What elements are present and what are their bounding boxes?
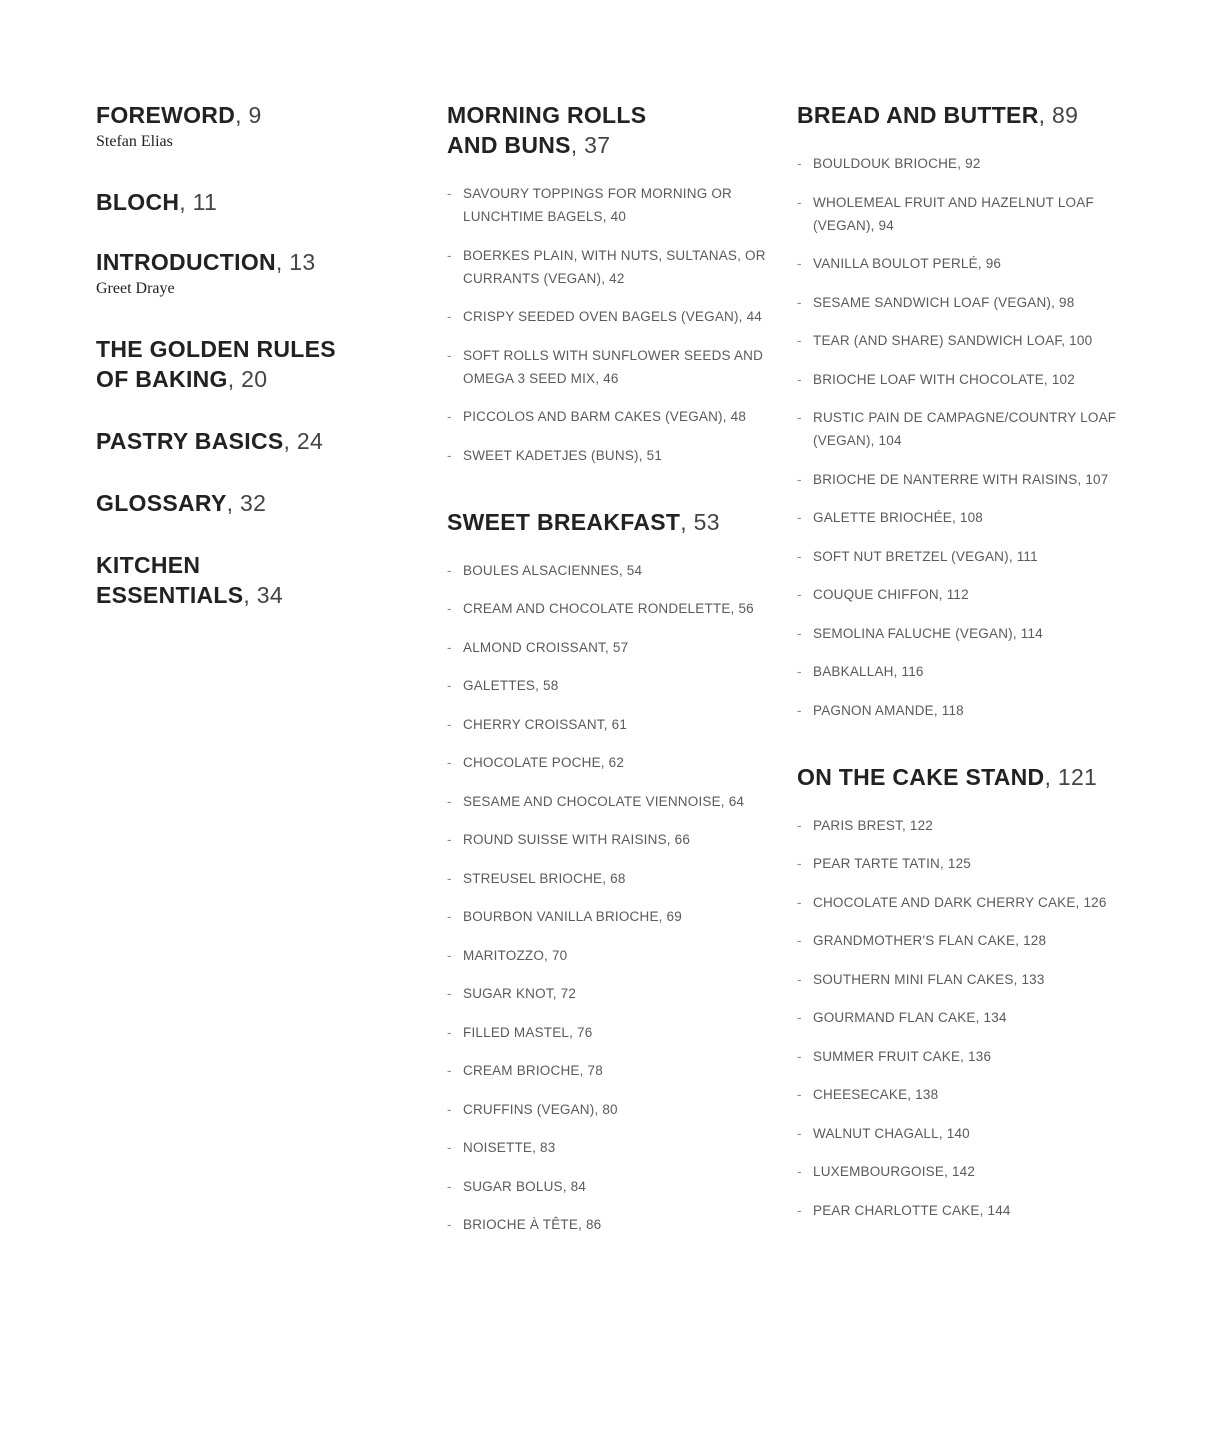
recipe-item: - NOISETTE, 83 (447, 1136, 777, 1159)
heading-title: FOREWORD (96, 102, 236, 128)
section-heading (96, 247, 416, 277)
toc-column-bread-cake (797, 100, 1127, 1237)
recipe-item: - BOULDOUK BRIOCHE, 92 (797, 152, 1127, 175)
heading-page: , 32 (226, 490, 267, 516)
section-heading (96, 550, 416, 610)
heading-title: BREAD AND BUTTER (797, 102, 1039, 128)
recipe-item: - CRUFFINS (VEGAN), 80 (447, 1098, 777, 1121)
heading-title: ON THE CAKE STAND (797, 763, 1045, 790)
author-name: Stefan Elias (96, 133, 173, 150)
toc-entry-golden-rules (96, 334, 416, 394)
recipe-item: - RUSTIC PAIN DE CAMPAGNE/COUNTRY LOAF (VEGAN), 104 (797, 406, 1127, 452)
recipe-item: - VANILLA BOULOT PERLÉ, 96 (797, 252, 1127, 275)
recipe-item: - BRIOCHE À TÊTE, 86 (447, 1213, 777, 1236)
toc-column-front-matter (96, 100, 416, 610)
heading-title-line1: THE GOLDEN RULES (96, 336, 336, 362)
recipe-item: - CHOCOLATE AND DARK CHERRY CAKE, 126 (797, 891, 1127, 914)
toc-entry-introduction (96, 247, 416, 300)
recipe-item: - BOERKES PLAIN, WITH NUTS, SULTANAS, OR CURRANTS (VEGAN), 42 (447, 244, 777, 290)
recipe-item: - GOURMAND FLAN CAKE, 134 (797, 1006, 1127, 1029)
recipe-item: - CREAM BRIOCHE, 78 (447, 1059, 777, 1082)
recipe-item: - MARITOZZO, 70 (447, 944, 777, 967)
recipe-item: - SOUTHERN MINI FLAN CAKES, 133 (797, 968, 1127, 991)
heading-page: , 11 (179, 189, 218, 215)
recipe-item: - SUMMER FRUIT CAKE, 136 (797, 1045, 1127, 1068)
recipe-list-sweet-breakfast (447, 559, 777, 1237)
heading-page: , 34 (243, 582, 283, 608)
recipe-item: - SESAME AND CHOCOLATE VIENNOISE, 64 (447, 790, 777, 813)
recipe-item: - PEAR TARTE TATIN, 125 (797, 852, 1127, 875)
recipe-item: - GALETTES, 58 (447, 674, 777, 697)
recipe-item: - CHOCOLATE POCHE, 62 (447, 751, 777, 774)
recipe-list-bread-butter (797, 152, 1127, 722)
section-heading (96, 426, 416, 456)
recipe-item: - TEAR (AND SHARE) SANDWICH LOAF, 100 (797, 329, 1127, 352)
toc-entry-glossary (96, 488, 416, 518)
heading-title-line1: MORNING ROLLS (447, 102, 647, 128)
toc-column-rolls-breakfast (447, 100, 777, 1252)
recipe-list-cake-stand (797, 814, 1127, 1222)
heading-title: BLOCH (96, 189, 180, 215)
heading-title-line2: ESSENTIALS (96, 582, 244, 608)
heading-title-line1: KITCHEN (96, 552, 201, 578)
section-heading-morning-rolls (447, 100, 777, 160)
toc-entry-pastry-basics (96, 426, 416, 456)
recipe-item: - PARIS BREST, 122 (797, 814, 1127, 837)
recipe-item: - ALMOND CROISSANT, 57 (447, 636, 777, 659)
section-heading (96, 488, 416, 518)
recipe-item: - CRISPY SEEDED OVEN BAGELS (VEGAN), 44 (447, 305, 777, 328)
recipe-item: - FILLED MASTEL, 76 (447, 1021, 777, 1044)
recipe-item: - SUGAR BOLUS, 84 (447, 1175, 777, 1198)
recipe-item: - COUQUE CHIFFON, 112 (797, 583, 1127, 606)
recipe-item: - ROUND SUISSE WITH RAISINS, 66 (447, 828, 777, 851)
recipe-item: - CHEESECAKE, 138 (797, 1083, 1127, 1106)
recipe-item: - CHERRY CROISSANT, 61 (447, 713, 777, 736)
section-heading (96, 100, 416, 130)
recipe-item: - PEAR CHARLOTTE CAKE, 144 (797, 1199, 1127, 1222)
heading-title: GLOSSARY (96, 490, 227, 516)
recipe-item: - SUGAR KNOT, 72 (447, 982, 777, 1005)
recipe-item: - SAVOURY TOPPINGS FOR MORNING OR LUNCHTIME BAGELS, 40 (447, 182, 777, 228)
toc-entry-foreword (96, 100, 416, 153)
recipe-item: - BRIOCHE DE NANTERRE WITH RAISINS, 107 (797, 468, 1127, 491)
heading-page: , 89 (1038, 102, 1079, 128)
section-heading-sweet-breakfast (447, 507, 777, 537)
recipe-item: - GRANDMOTHER'S FLAN CAKE, 128 (797, 929, 1127, 952)
section-heading-cake-stand (797, 762, 1127, 792)
section-heading (96, 334, 416, 394)
heading-page: , 13 (275, 249, 316, 275)
toc-entry-bloch (96, 187, 416, 217)
heading-page: , 9 (235, 102, 262, 128)
recipe-item: - PICCOLOS AND BARM CAKES (VEGAN), 48 (447, 405, 777, 428)
recipe-item: - GALETTE BRIOCHÉE, 108 (797, 506, 1127, 529)
author-name: Greet Draye (96, 280, 175, 297)
heading-title-line2: OF BAKING (96, 366, 228, 392)
section-heading (96, 187, 416, 217)
recipe-item: - SOFT ROLLS WITH SUNFLOWER SEEDS AND OMEGA 3 SEED MIX, 46 (447, 344, 777, 390)
recipe-list-morning-rolls (447, 182, 777, 467)
heading-title: INTRODUCTION (96, 249, 276, 275)
recipe-item: - SWEET KADETJES (BUNS), 51 (447, 444, 777, 467)
toc-entry-kitchen-essentials (96, 550, 416, 610)
recipe-item: - SEMOLINA FALUCHE (VEGAN), 114 (797, 622, 1127, 645)
recipe-item: - PAGNON AMANDE, 118 (797, 699, 1127, 722)
heading-page: , 53 (680, 508, 720, 535)
recipe-item: - WALNUT CHAGALL, 140 (797, 1122, 1127, 1145)
recipe-item: - SESAME SANDWICH LOAF (VEGAN), 98 (797, 291, 1127, 314)
recipe-item: - BOURBON VANILLA BRIOCHE, 69 (447, 905, 777, 928)
section-heading-bread-butter (797, 100, 1127, 130)
heading-title-line2: AND BUNS (447, 132, 571, 158)
heading-page: , 24 (283, 428, 324, 454)
heading-title: SWEET BREAKFAST (447, 508, 681, 535)
recipe-item: - BABKALLAH, 116 (797, 660, 1127, 683)
recipe-item: - STREUSEL BRIOCHE, 68 (447, 867, 777, 890)
recipe-item: - BOULES ALSACIENNES, 54 (447, 559, 777, 582)
heading-page: , 20 (227, 366, 268, 392)
heading-page: , 37 (570, 132, 611, 158)
recipe-item: - SOFT NUT BRETZEL (VEGAN), 111 (797, 545, 1127, 568)
recipe-item: - CREAM AND CHOCOLATE RONDELETTE, 56 (447, 597, 777, 620)
heading-title: PASTRY BASICS (96, 428, 284, 454)
recipe-item: - LUXEMBOURGOISE, 142 (797, 1160, 1127, 1183)
heading-page: , 121 (1044, 763, 1098, 790)
recipe-item: - BRIOCHE LOAF WITH CHOCOLATE, 102 (797, 368, 1127, 391)
recipe-item: - WHOLEMEAL FRUIT AND HAZELNUT LOAF (VEGAN), 94 (797, 191, 1127, 237)
